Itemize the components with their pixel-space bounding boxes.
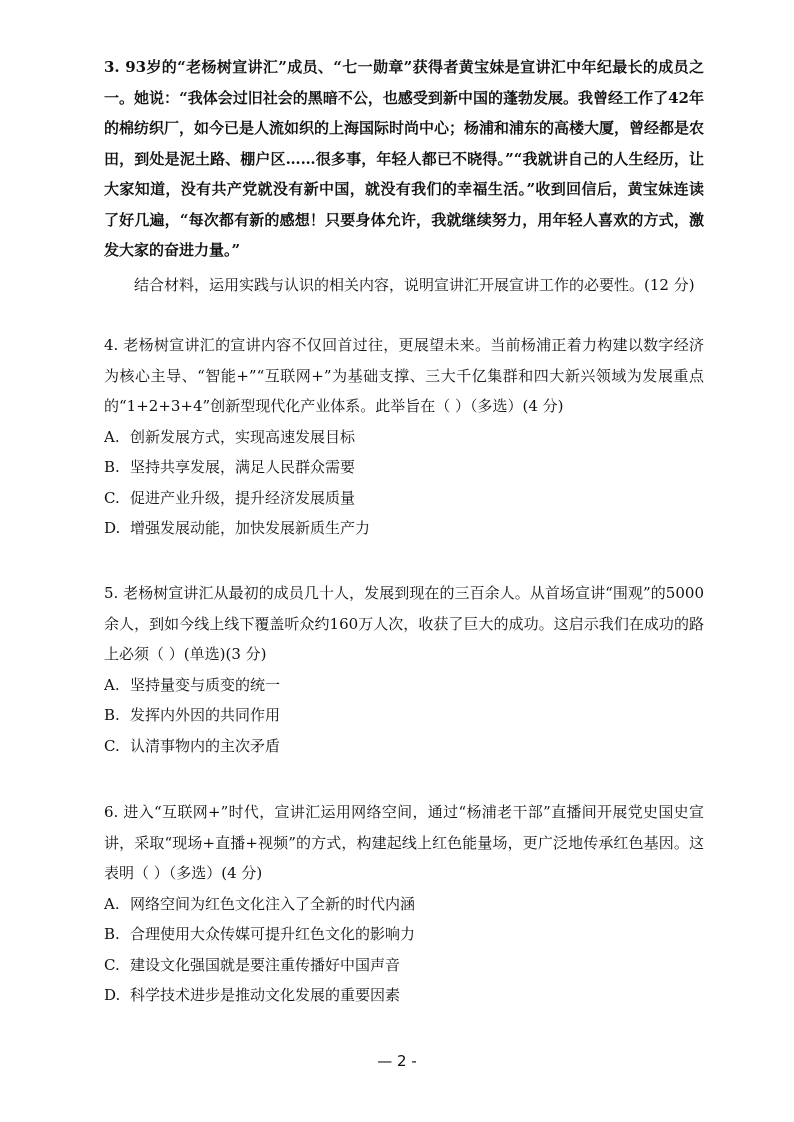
page-number: — 2 - — [377, 1052, 417, 1070]
question-4-option-d: D. 增强发展动能，加快发展新质生产力 — [104, 519, 371, 537]
question-6-stem: 6. 进入“互联网+”时代，宣讲汇运用网络空间，通过“杨浦老干部”直播间开展党史国史宣讲，采取“现场+直播+视频”的方式，构建起线上红色能量场，更广泛地传承红色基因。这表明（ ）（多选）(4 分) — [104, 803, 704, 882]
question-4-option-a: A. 创新发展方式，实现高速发展目标 — [104, 427, 356, 446]
question-3-prompt: 结合材料，运用实践与认识的相关内容，说明宣讲汇开展宣讲工作的必要性。(12 分) — [134, 275, 695, 294]
question-5-stem: 5. 老杨树宣讲汇从最初的成员几十人，发展到现在的三百余人。从首场宣讲“围观”的5000余人，到如今线上线下覆盖听众约160万人次，收获了巨大的成功。这启示我们在成功的路上必须（ ）(单选)(3 分) — [104, 584, 704, 663]
question-4 — [104, 330, 704, 544]
question-3-material: 3. 93岁的“老杨树宣讲汇”成员、“七一勋章”获得者黄宝妹是宣讲汇中年纪最长的成员之一。她说：“我体会过旧社会的黑暗不公，也感受到新中国的蓬勃发展。我曾经工作了42年的棉纺织厂，如今已是人流如织的上海国际时尚中心；杨浦和浦东的高楼大厦，曾经都是农田，到处是泥土路、棚户区……很多事，年轻人都已不晓得。”“我就讲自己的人生经历，让大家知道，没有共产党就没有新中国，就没有我们的幸福生活。”收到回信后，黄宝妹连读了好几遍，“每次都有新的感想！只要身体允许，我就继续努力，用年轻人喜欢的方式，激发大家的奋进力量。” — [104, 58, 705, 259]
question-5-option-c: C. 认清事物内的主次矛盾 — [104, 736, 281, 755]
question-5-option-a: A. 坚持量变与质变的统一 — [104, 675, 281, 694]
question-4-option-c: C. 促进产业升级，提升经济发展质量 — [104, 488, 356, 507]
question-6-option-d: D. 科学技术进步是推动文化发展的重要因素 — [104, 986, 401, 1004]
question-3 — [104, 52, 704, 300]
question-5-option-b: B. 发挥内外因的共同作用 — [104, 706, 281, 724]
question-6-option-b: B. 合理使用大众传媒可提升红色文化的影响力 — [104, 925, 416, 943]
question-6 — [104, 797, 704, 1011]
question-4-option-b: B. 坚持共享发展，满足人民群众需要 — [104, 458, 356, 476]
question-6-option-c: C. 建设文化强国就是要注重传播好中国声音 — [104, 955, 401, 974]
question-5 — [104, 578, 704, 761]
question-4-stem: 4. 老杨树宣讲汇的宣讲内容不仅回首过往，更展望未来。当前杨浦正着力构建以数字经济为核心主导、“智能+”“互联网+”为基础支撑、三大千亿集群和四大新兴领域为发展重点的“1+2+3+4”创新型现代化产业体系。此举旨在（ ）（多选）(4 分) — [104, 336, 704, 415]
question-6-option-a: A. 网络空间为红色文化注入了全新的时代内涵 — [104, 894, 416, 913]
